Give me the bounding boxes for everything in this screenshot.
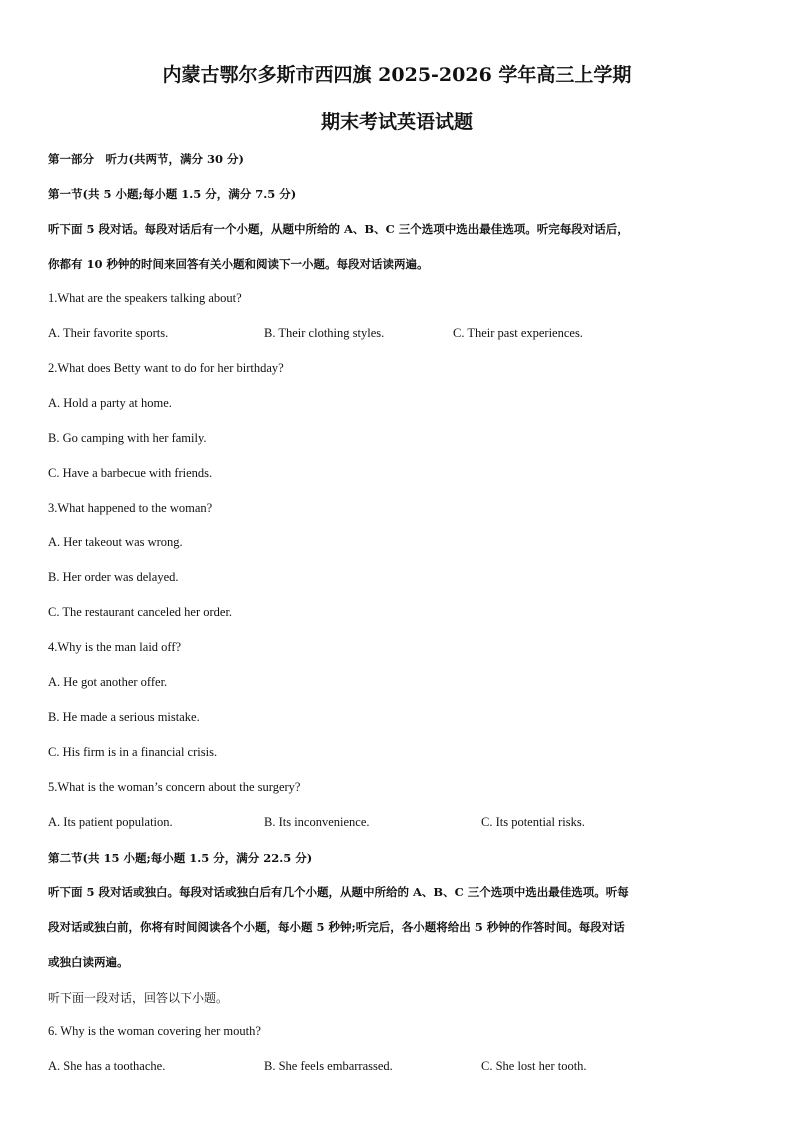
- question-4-option-b: B. He made a serious mistake.: [48, 710, 200, 724]
- question-2-stem: 2.What does Betty want to do for her birthday?: [48, 361, 284, 375]
- question-3-option-a: A. Her takeout was wrong.: [48, 535, 183, 549]
- question-5-option-c: C. Its potential risks.: [481, 815, 585, 829]
- question-2-option-c: C. Have a barbecue with friends.: [48, 466, 213, 480]
- question-6-option-a: A. She has a toothache.: [48, 1059, 166, 1073]
- question-2-option-a: A. Hold a party at home.: [48, 396, 172, 410]
- question-5-option-a: A. Its patient population.: [48, 815, 173, 829]
- question-1-option-b: B. Their clothing styles.: [264, 326, 385, 340]
- section2-instructions-line3: 或独白读两遍。: [48, 955, 129, 969]
- part1-heading: 第一部分 听力(共两节，满分 30 分): [48, 152, 244, 166]
- section1-instructions-line2: 你都有 10 秒钟的时间来回答有关小题和阅读下一小题。每段对话读两遍。: [48, 257, 429, 271]
- section2-heading: 第二节(共 15 小题;每小题 1.5 分，满分 22.5 分): [48, 851, 313, 865]
- question-4-option-c: C. His firm is in a financial crisis.: [48, 745, 218, 759]
- section1-instructions-line1: 听下面 5 段对话。每段对话后有一个小题，从题中所给的 A、B、C 三个选项中选出最佳选项。听完每段对话后，: [48, 222, 629, 236]
- question-5-stem: 5.What is the woman’s concern about the surgery?: [48, 780, 301, 794]
- question-4-stem: 4.Why is the man laid off?: [48, 640, 182, 654]
- question-1-stem: 1.What are the speakers talking about?: [48, 291, 242, 305]
- question-6-stem: 6. Why is the woman covering her mouth?: [48, 1024, 261, 1038]
- exam-title-line1: 内蒙古鄂尔多斯市西四旗 2025-2026 学年高三上学期: [162, 64, 632, 86]
- question-3-option-b: B. Her order was delayed.: [48, 570, 179, 584]
- question-4-option-a: A. He got another offer.: [48, 675, 168, 689]
- question-1-option-a: A. Their favorite sports.: [48, 326, 169, 340]
- question-6-option-c: C. She lost her tooth.: [481, 1059, 587, 1073]
- section2-sub-instruction: 听下面一段对话，回答以下小题。: [48, 991, 229, 1005]
- question-3-stem: 3.What happened to the woman?: [48, 501, 213, 515]
- question-6-option-b: B. She feels embarrassed.: [264, 1059, 393, 1073]
- question-3-option-c: C. The restaurant canceled her order.: [48, 605, 233, 619]
- question-5-option-b: B. Its inconvenience.: [264, 815, 370, 829]
- section1-heading: 第一节(共 5 小题;每小题 1.5 分，满分 7.5 分): [48, 187, 297, 201]
- section2-instructions-line2: 段对话或独白前，你将有时间阅读各个小题，每小题 5 秒钟;听完后，各小题将给出 5 秒钟的作答时间。每段对话: [48, 920, 625, 934]
- exam-title-line2: 期末考试英语试题: [320, 111, 473, 133]
- question-2-option-b: B. Go camping with her family.: [48, 431, 207, 445]
- section2-instructions-line1: 听下面 5 段对话或独白。每段对话或独白后有几个小题，从题中所给的 A、B、C 三个选项中选出最佳选项。听每: [48, 885, 629, 899]
- question-1-option-c: C. Their past experiences.: [453, 326, 583, 340]
